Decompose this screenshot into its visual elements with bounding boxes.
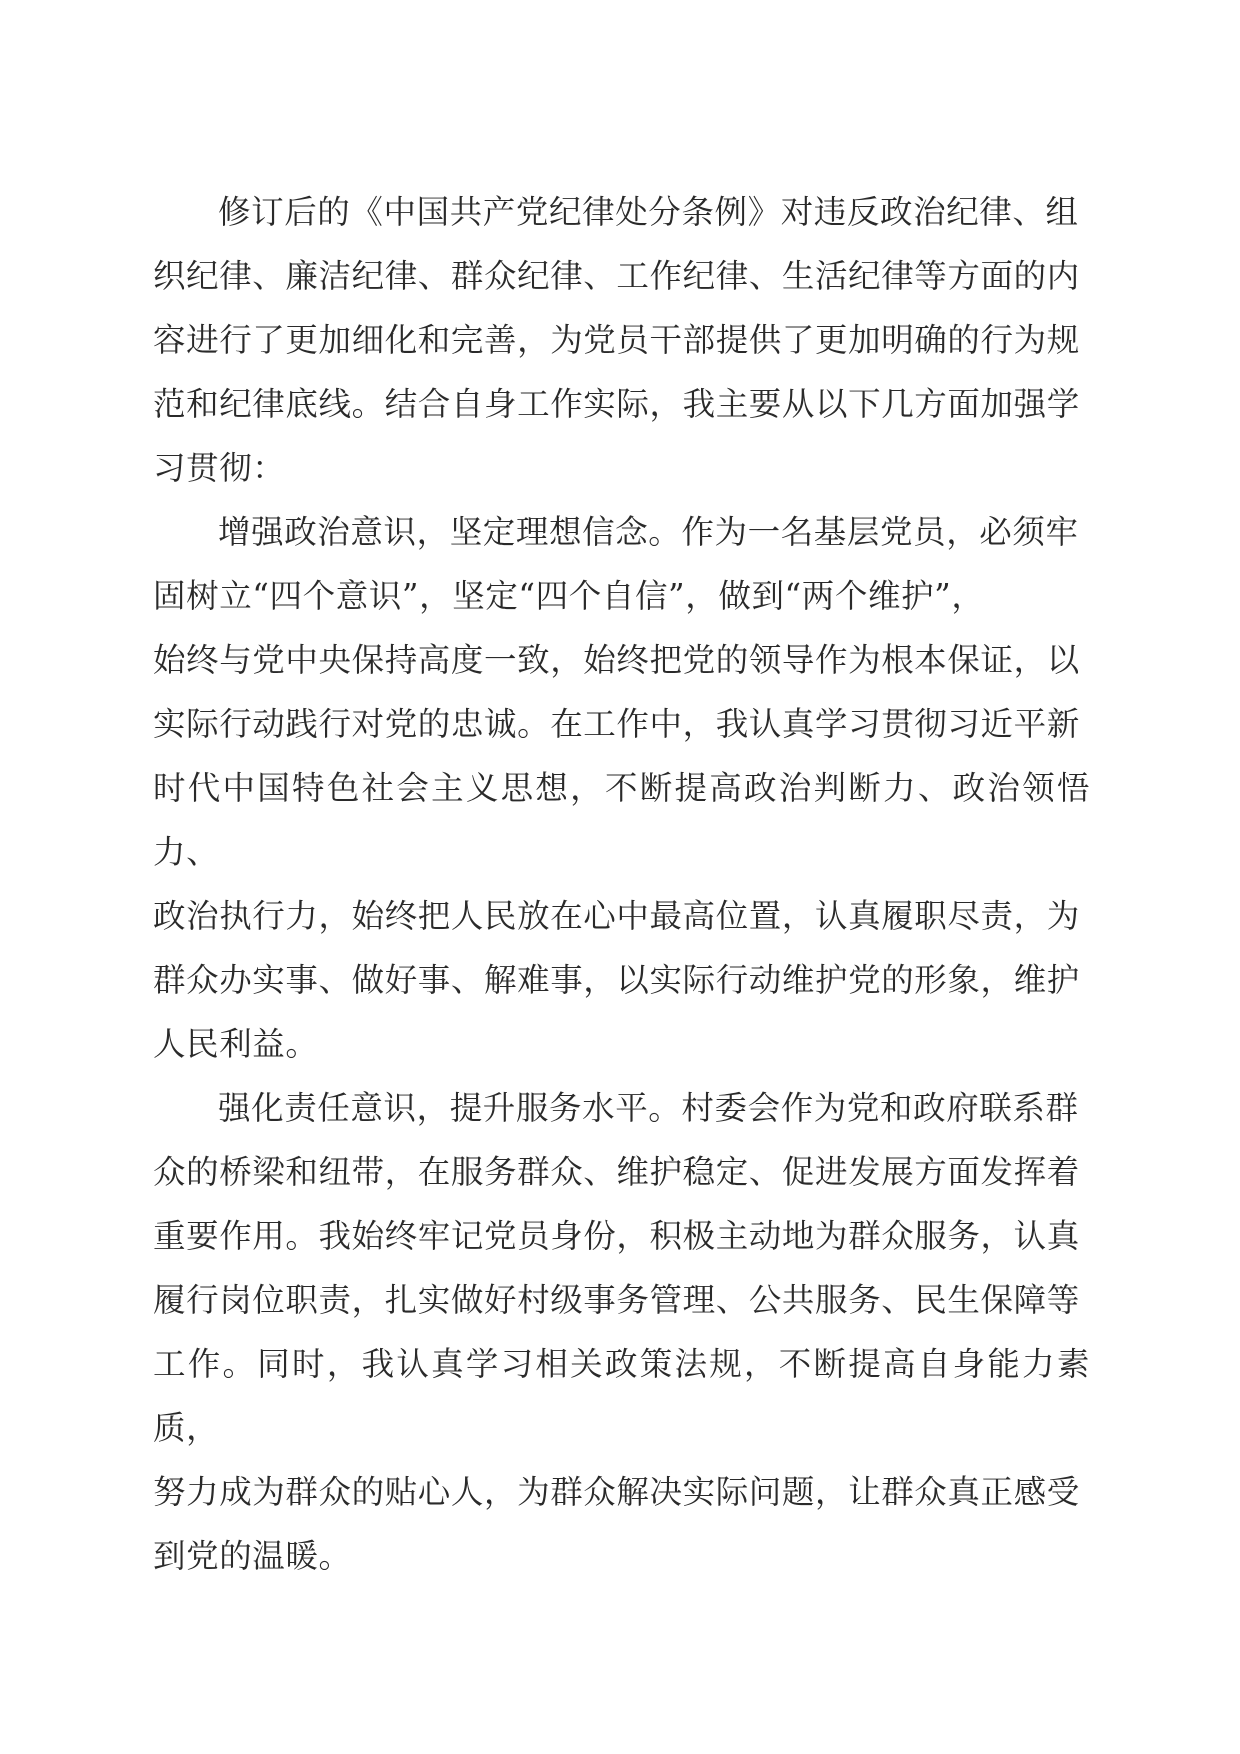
paragraph-political-awareness: 增强政治意识，坚定理想信念。作为一名基层党员，必须牢 固树立“四个意识”，坚定“四个自信”，做到“两个维护”， 始终与党中央保持高度一致，始终把党的领导作为根本保证，以 实际行动践行对党的忠诚。在工作中，我认真学习贯彻习近平新 时代中国特色社会主义思想，不断提高政治判断力、政治领悟力、 政治执行力，始终把人民放在心中最高位置，认真履职尽责，为 群众办实事、做好事、解难事，以实际行动维护党的形象，维护 人民利益。 bbox=[153, 513, 1090, 1063]
paragraph-responsibility-awareness: 强化责任意识，提升服务水平。村委会作为党和政府联系群 众的桥梁和纽带，在服务群众、维护稳定、促进发展方面发挥着 重要作用。我始终牢记党员身份，积极主动地为群众服务，认真 履行岗位职责，扎实做好村级事务管理、公共服务、民生保障等 工作。同时，我认真学习相关政策法规，不断提高自身能力素质， 努力成为群众的贴心人，为群众解决实际问题，让群众真正感受 到党的温暖。 bbox=[153, 1089, 1090, 1575]
document-body bbox=[153, 180, 1090, 1588]
paragraph-intro: 修订后的《中国共产党纪律处分条例》对违反政治纪律、组 织纪律、廉洁纪律、群众纪律、工作纪律、生活纪律等方面的内 容进行了更加细化和完善，为党员干部提供了更加明确的行为规 范和纪律底线。结合自身工作实际，我主要从以下几方面加强学 习贯彻： bbox=[153, 193, 1080, 487]
